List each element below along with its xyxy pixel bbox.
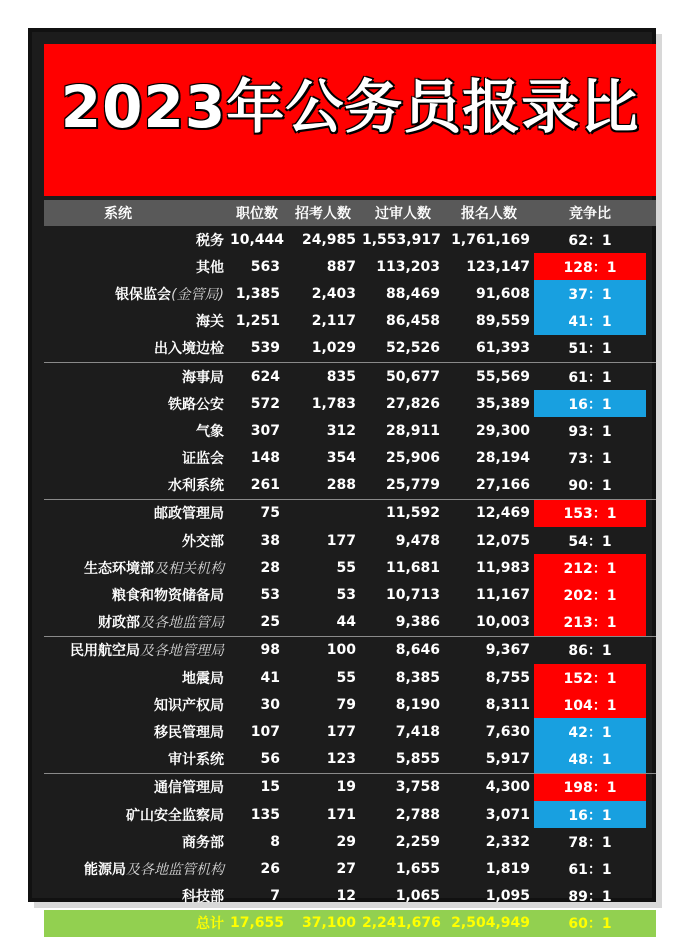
applicants-cell: 3,071 (485, 806, 530, 823)
header-hires: 招考人数 (295, 206, 351, 222)
system-name-cell (44, 722, 230, 742)
positions-cell: 307 (250, 422, 280, 439)
hires-cell: 27 (336, 860, 356, 877)
hires-cell: 2,117 (311, 313, 356, 330)
hires-cell: 19 (336, 779, 356, 796)
hires-cell: 53 (336, 587, 356, 604)
passed-cell: 8,190 (395, 696, 440, 713)
applicants-cell: 8,755 (485, 669, 530, 686)
table-row (44, 801, 656, 828)
applicants-cell: 12,075 (475, 532, 530, 549)
passed-cell: 1,553,917 (362, 231, 441, 248)
table-row (44, 883, 656, 910)
hires-cell: 55 (336, 669, 356, 686)
passed-cell: 8,646 (395, 642, 440, 659)
system-name-suffix: 及相关机构 (154, 560, 224, 577)
system-name-cell (44, 503, 230, 523)
system-name: 移民管理局 (154, 724, 224, 741)
ratio-cell: 73：1 (568, 451, 612, 468)
positions-cell: 261 (250, 477, 280, 494)
table-row (44, 691, 656, 718)
ratio-cell: 152：1 (534, 664, 646, 691)
system-name-cell (44, 805, 230, 825)
applicants-cell: 7,630 (485, 723, 530, 740)
system-name-cell (44, 394, 230, 414)
header-positions: 职位数 (236, 206, 278, 222)
total-passed: 2,241,676 (362, 915, 441, 932)
system-name: 知识产权局 (154, 697, 224, 714)
system-name: 税务 (196, 232, 224, 249)
system-name: 民用航空局 (70, 643, 140, 660)
table-row (44, 363, 656, 390)
system-name-cell (44, 859, 230, 879)
positions-cell: 28 (260, 559, 280, 576)
ratio-cell: 93：1 (568, 423, 612, 440)
ratio-cell: 89：1 (568, 889, 612, 906)
table-row (44, 500, 656, 527)
applicants-cell: 89,559 (475, 313, 530, 330)
passed-cell: 113,203 (376, 258, 440, 275)
system-name-cell (44, 558, 230, 578)
table-row (44, 226, 656, 253)
table-row (44, 774, 656, 801)
hires-cell: 29 (336, 833, 356, 850)
passed-cell: 1,065 (395, 888, 440, 905)
page-title: 2023年公务员报录比 (60, 73, 640, 141)
positions-cell: 10,444 (230, 231, 285, 248)
poster-frame (28, 28, 656, 933)
ratio-cell: 90：1 (568, 478, 612, 495)
system-name: 海关 (196, 314, 224, 331)
table-row (44, 718, 656, 745)
passed-cell: 50,677 (385, 368, 440, 385)
system-name-cell (44, 640, 230, 660)
system-name-cell (44, 749, 230, 769)
hires-cell: 44 (336, 614, 356, 631)
hires-cell: 1,029 (311, 340, 356, 357)
table-row (44, 554, 656, 581)
hires-cell: 55 (336, 559, 356, 576)
header-ratio: 竞争比 (569, 206, 611, 222)
table-row (44, 335, 656, 363)
system-name: 气象 (196, 423, 224, 440)
system-name-cell (44, 695, 230, 715)
applicants-cell: 10,003 (475, 614, 530, 631)
positions-cell: 563 (250, 258, 280, 275)
system-name: 粮食和物资储备局 (112, 588, 224, 605)
positions-cell: 38 (260, 532, 280, 549)
ratio-cell: 51：1 (568, 341, 612, 358)
system-name: 能源局 (84, 861, 126, 878)
system-name-cell (44, 311, 230, 331)
system-name-cell (44, 475, 230, 495)
applicants-cell: 123,147 (466, 258, 530, 275)
system-name-cell (44, 832, 230, 852)
hires-cell: 79 (336, 696, 356, 713)
hires-cell: 171 (326, 806, 356, 823)
hires-cell: 123 (326, 751, 356, 768)
applicants-cell: 29,300 (475, 422, 530, 439)
hires-cell: 24,985 (301, 231, 356, 248)
table-row (44, 417, 656, 444)
positions-cell: 135 (250, 806, 280, 823)
ratio-cell: 78：1 (568, 834, 612, 851)
hires-cell: 288 (326, 477, 356, 494)
passed-cell: 11,592 (385, 505, 440, 522)
ratio-cell: 61：1 (568, 369, 612, 386)
passed-cell: 3,758 (395, 779, 440, 796)
system-name-suffix: 及各地监管局 (140, 615, 224, 632)
positions-cell: 30 (260, 696, 280, 713)
positions-cell: 7 (270, 888, 280, 905)
system-name: 商务部 (182, 834, 224, 851)
applicants-cell: 1,819 (485, 860, 530, 877)
header-system: 系统 (104, 206, 132, 222)
system-name: 审计系统 (168, 752, 224, 769)
passed-cell: 8,385 (395, 669, 440, 686)
ratio-cell: 41：1 (534, 308, 646, 335)
ratio-cell: 198：1 (534, 774, 646, 801)
passed-cell: 25,779 (385, 477, 440, 494)
system-name: 海事局 (182, 369, 224, 386)
ratio-cell: 61：1 (568, 861, 612, 878)
total-positions: 17,655 (230, 915, 285, 932)
system-name: 通信管理局 (154, 780, 224, 797)
positions-cell: 75 (260, 505, 280, 522)
system-name-cell (44, 367, 230, 387)
total-hires: 37,100 (301, 915, 356, 932)
ratio-cell: 213：1 (534, 609, 646, 636)
total-row (44, 910, 656, 937)
table-row (44, 664, 656, 691)
system-name: 出入境边检 (154, 341, 224, 358)
table-row (44, 390, 656, 417)
system-name: 证监会 (182, 451, 224, 468)
passed-cell: 52,526 (385, 340, 440, 357)
positions-cell: 539 (250, 340, 280, 357)
total-label: 总计 (196, 916, 224, 933)
system-name-suffix: 及各地管理局 (140, 643, 224, 660)
hires-cell: 100 (326, 642, 356, 659)
applicants-cell: 11,983 (475, 559, 530, 576)
positions-cell: 572 (250, 395, 280, 412)
passed-cell: 2,259 (395, 833, 440, 850)
ratio-cell: 128：1 (534, 253, 646, 280)
hires-cell: 12 (336, 888, 356, 905)
ratio-cell: 16：1 (534, 390, 646, 417)
positions-cell: 148 (250, 450, 280, 467)
passed-cell: 86,458 (385, 313, 440, 330)
ratio-cell: 54：1 (568, 533, 612, 550)
hires-cell: 354 (326, 450, 356, 467)
system-name: 铁路公安 (168, 396, 224, 413)
positions-cell: 624 (250, 368, 280, 385)
applicants-cell: 61,393 (475, 340, 530, 357)
system-name-suffix: 及各地监管机构 (126, 861, 224, 878)
ratio-cell: 62：1 (568, 232, 612, 249)
passed-cell: 88,469 (385, 285, 440, 302)
passed-cell: 7,418 (395, 723, 440, 740)
hires-cell: 312 (326, 422, 356, 439)
applicants-cell: 91,608 (475, 285, 530, 302)
system-name-cell (44, 338, 230, 358)
system-name: 财政部 (98, 615, 140, 632)
table-header (44, 200, 656, 226)
applicants-cell: 35,389 (475, 395, 530, 412)
table-row (44, 280, 656, 307)
applicants-cell: 1,095 (485, 888, 530, 905)
ratio-cell: 202：1 (534, 581, 646, 608)
ratio-cell: 42：1 (534, 718, 646, 745)
positions-cell: 25 (260, 614, 280, 631)
applicants-cell: 4,300 (485, 779, 530, 796)
ratio-cell: 104：1 (534, 691, 646, 718)
passed-cell: 9,478 (395, 532, 440, 549)
table-row (44, 746, 656, 774)
positions-cell: 1,385 (235, 285, 280, 302)
table-row (44, 527, 656, 554)
system-name: 地震局 (182, 670, 224, 687)
system-name: 银保监会 (115, 286, 172, 303)
system-name-cell (44, 421, 230, 441)
header-passed: 过审人数 (375, 206, 431, 222)
ratio-cell: 16：1 (534, 801, 646, 828)
system-name-cell (44, 612, 230, 632)
ratio-cell: 153：1 (534, 500, 646, 527)
system-name: 其他 (196, 259, 224, 276)
system-name-cell (44, 585, 230, 605)
hires-cell: 177 (326, 723, 356, 740)
applicants-cell: 12,469 (475, 505, 530, 522)
hires-cell: 1,783 (311, 395, 356, 412)
applicants-cell: 1,761,169 (451, 231, 530, 248)
table-row (44, 581, 656, 608)
header-applicants: 报名人数 (461, 206, 517, 222)
table-body (44, 226, 656, 937)
table-row (44, 855, 656, 882)
system-name-cell (44, 668, 230, 688)
passed-cell: 1,655 (395, 860, 440, 877)
passed-cell: 2,788 (395, 806, 440, 823)
system-name: 矿山安全监察局 (126, 807, 224, 824)
system-name: 生态环境部 (84, 560, 154, 577)
system-name-cell (44, 284, 230, 304)
applicants-cell: 5,917 (485, 751, 530, 768)
table-row (44, 637, 656, 664)
applicants-cell: 55,569 (475, 368, 530, 385)
positions-cell: 98 (260, 642, 280, 659)
passed-cell: 25,906 (385, 450, 440, 467)
system-name-cell (44, 257, 230, 277)
applicants-cell: 27,166 (475, 477, 530, 494)
system-name-cell (44, 230, 230, 250)
positions-cell: 1,251 (235, 313, 280, 330)
positions-cell: 56 (260, 751, 280, 768)
system-name-suffix: (金管局) (171, 286, 224, 303)
hires-cell: 835 (326, 368, 356, 385)
positions-cell: 107 (250, 723, 280, 740)
ratio-cell: 212：1 (534, 554, 646, 581)
ratio-cell: 37：1 (534, 280, 646, 307)
passed-cell: 5,855 (395, 751, 440, 768)
positions-cell: 41 (260, 669, 280, 686)
positions-cell: 8 (270, 833, 280, 850)
system-name: 外交部 (182, 533, 224, 550)
ratio-cell: 48：1 (534, 746, 646, 773)
ratio-cell: 86：1 (568, 643, 612, 660)
positions-cell: 26 (260, 860, 280, 877)
applicants-cell: 9,367 (485, 642, 530, 659)
hires-cell: 2,403 (311, 285, 356, 302)
applicants-cell: 2,332 (485, 833, 530, 850)
passed-cell: 11,681 (385, 559, 440, 576)
table-row (44, 445, 656, 472)
table-row (44, 828, 656, 855)
passed-cell: 27,826 (385, 395, 440, 412)
applicants-cell: 11,167 (475, 587, 530, 604)
system-name: 水利系统 (168, 478, 224, 495)
positions-cell: 53 (260, 587, 280, 604)
table-row (44, 472, 656, 500)
passed-cell: 10,713 (385, 587, 440, 604)
title-banner (44, 44, 656, 196)
table-row (44, 609, 656, 637)
table-row (44, 308, 656, 335)
passed-cell: 9,386 (395, 614, 440, 631)
hires-cell: 887 (326, 258, 356, 275)
table-row (44, 253, 656, 280)
system-name: 科技部 (182, 889, 224, 906)
system-name-cell (44, 886, 230, 906)
hires-cell: 177 (326, 532, 356, 549)
applicants-cell: 8,311 (485, 696, 530, 713)
total-ratio: 60：1 (568, 916, 612, 933)
positions-cell: 15 (260, 779, 280, 796)
system-name-cell (44, 448, 230, 468)
total-applicants: 2,504,949 (451, 915, 530, 932)
system-name-cell (44, 777, 230, 797)
applicants-cell: 28,194 (475, 450, 530, 467)
passed-cell: 28,911 (385, 422, 440, 439)
system-name-cell (44, 531, 230, 551)
system-name: 邮政管理局 (154, 506, 224, 523)
